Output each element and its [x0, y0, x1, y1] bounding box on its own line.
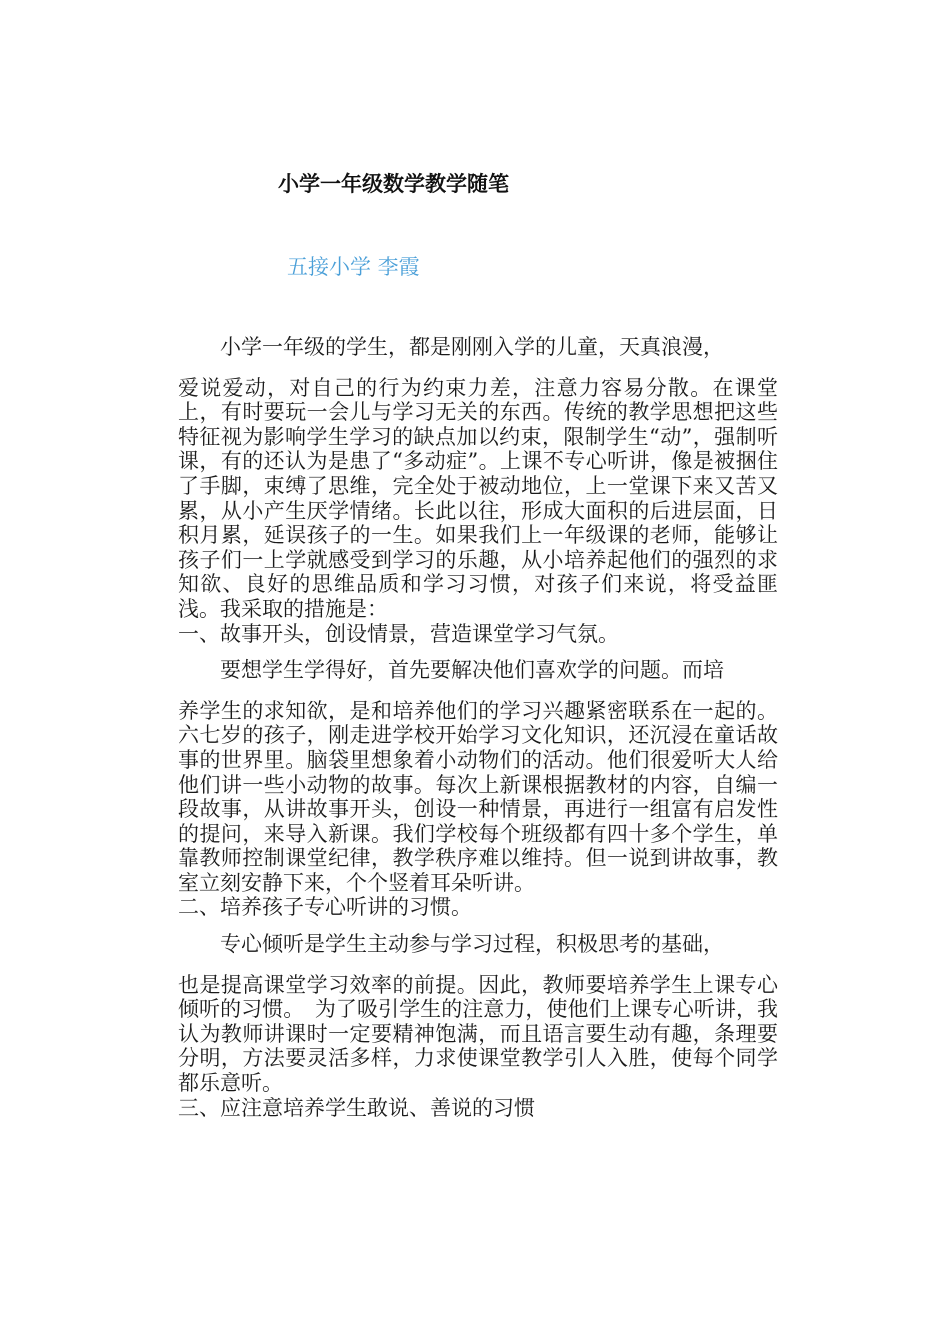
paragraph-text: 养学生的求知欲，是和培养他们的学习兴趣紧密联系在一起的。六七岁的孩子，刚走进学校开始学习文化知识，还沉浸在童话故事的世界里。脑袋里想象着小动物们的活动。他们很爱听大人给他们讲一些小动物的故事。每次上新课根据教材的内容，自编一段故事，从讲故事开头，创设一种情景，再进行一组富有启发性的提问，来导入新课。我们学校每个班级都有四十多个学生，单靠教师控制课堂纪律，教学秩序难以维持。但一说到讲故事，教室立刻安静下来，个个竖着耳朵听讲。: [178, 698, 778, 895]
paragraph-first-line: 专心倾听是学生主动参与学习过程，积极思考的基础，: [220, 932, 724, 957]
paragraph-intro: [178, 335, 778, 622]
section-heading-3: 三、应注意培养学生敢说、善说的习惯: [178, 1095, 535, 1120]
paragraph-first-line: 小学一年级的学生，都是刚刚入学的儿童，天真浪漫，: [220, 335, 724, 359]
paragraph-text: 爱说爱动，对自己的行为约束力差，注意力容易分散。在课堂上，有时要玩一会儿与学习无关的东西。传统的教学思想把这些特征视为影响学生学习的缺点加以约束，限制学生“动”，强制听课，有的还认为是患了“多动症”。上课不专心听讲，像是被捆住了手脚，束缚了思维，完全处于被动地位，上一堂课下来又苦又累，从小产生厌学情绪。长此以往，形成大面积的后进层面，日积月累，延误孩子的一生。如果我们上一年级课的老师，能够让孩子们一上学就感受到学习的乐趣，从小培养起他们的强烈的求知欲、良好的思维品质和学习习惯，对孩子们来说，将受益匪浅。我采取的措施是：: [178, 375, 778, 621]
section-heading-1: 一、故事开头，创设情景，营造课堂学习气氛。: [178, 621, 619, 646]
paragraph-story: [178, 658, 778, 895]
author-line: 五接小学 李霞: [287, 255, 420, 279]
section-heading-2: 二、培养孩子专心听讲的习惯。: [178, 895, 472, 920]
paragraph-text: 也是提高课堂学习效率的前提。因此，教师要培养学生上课专心倾听的习惯。 为了吸引学生的注意力，使他们上课专心听讲，我认为教师讲课时一定要精神饱满，而且语言要生动有趣，条理要分明，方法要灵活多样，力求使课堂教学引人入胜，使每个同学都乐意听。: [178, 972, 778, 1096]
paragraph-first-line: 要想学生学得好，首先要解决他们喜欢学的问题。而培: [220, 658, 724, 683]
page-title: 小学一年级数学教学随笔: [278, 172, 509, 196]
document-body: [178, 335, 778, 1132]
paragraph-listening: [178, 932, 778, 1096]
